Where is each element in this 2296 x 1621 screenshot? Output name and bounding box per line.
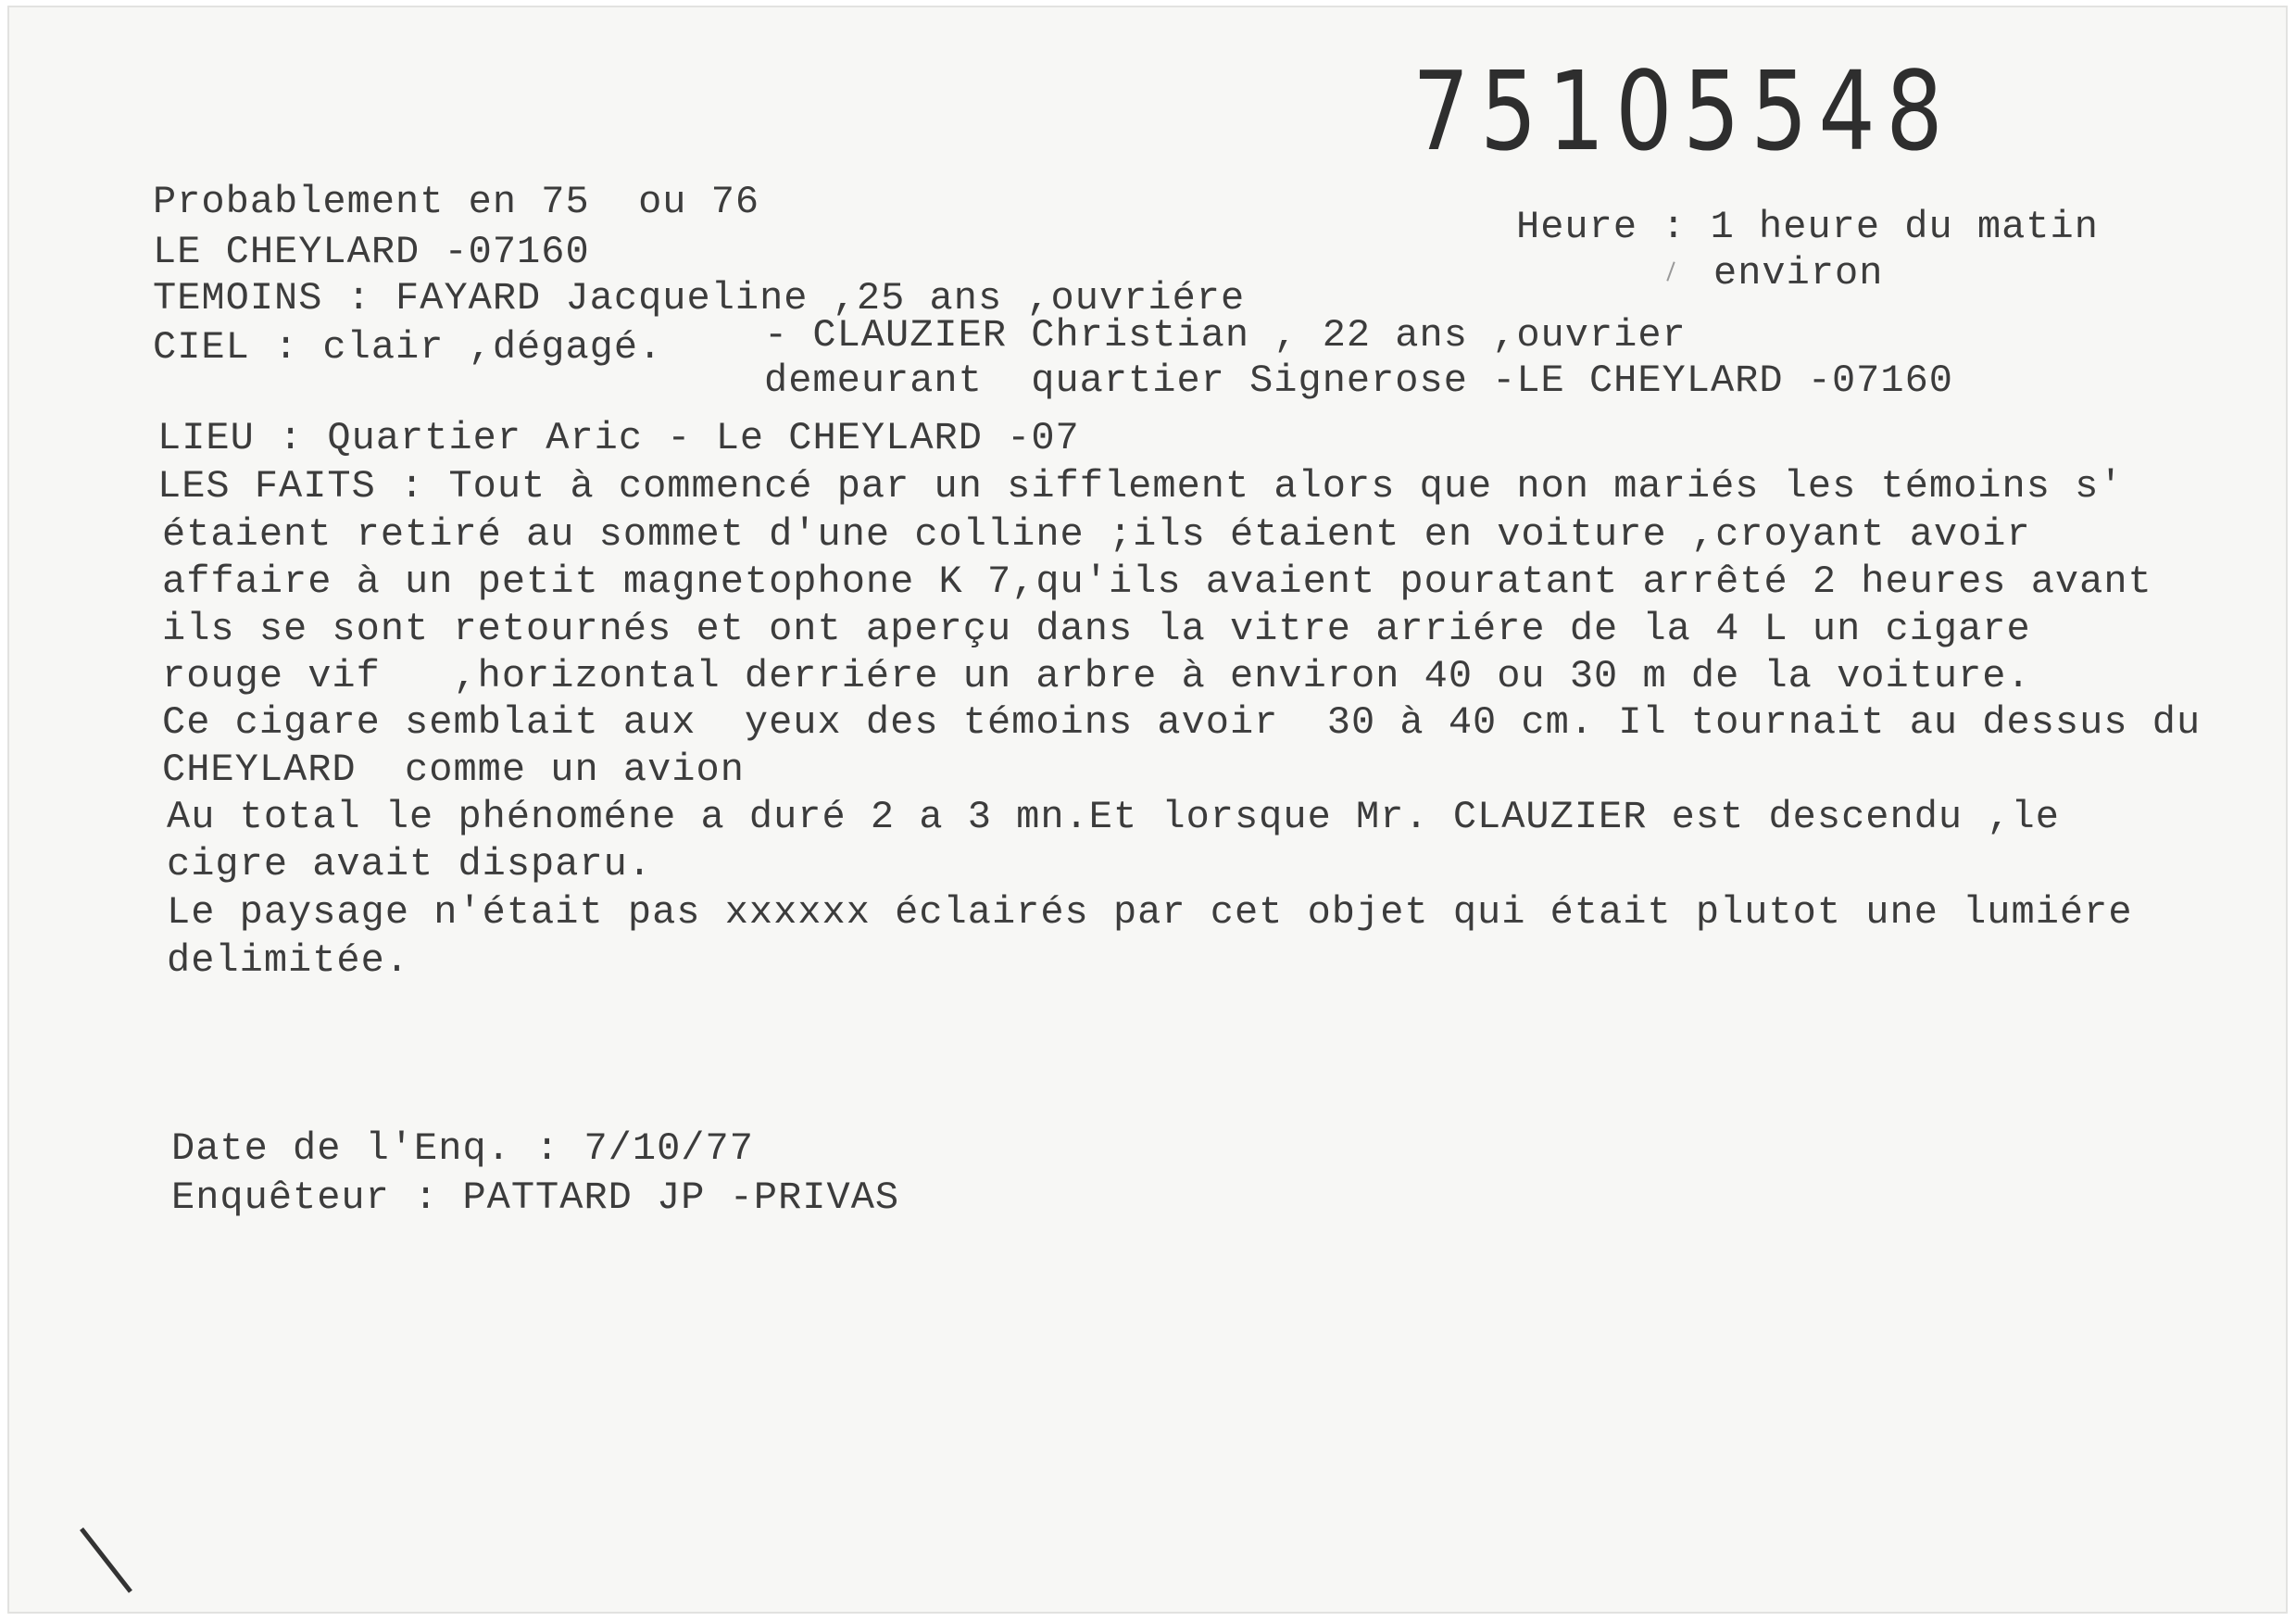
body-line-5: rouge vif ,horizontal derriére un arbre à environ 40 ou 30 m de la voiture. [162,654,2031,698]
date-line: Probablement en 75 ou 76 [153,180,760,224]
body-line-8: Au total le phénoméne a duré 2 a 3 mn.Et lorsque Mr. CLAUZIER est descendu ,le [167,795,2060,839]
time-line-approx: environ [1713,251,1884,295]
body-line-11: delimitée. [167,938,410,983]
body-line-9: cigre avait disparu. [167,842,653,886]
body-line-6: Ce cigare semblait aux yeux des témoins avoir 30 à 40 cm. Il tournait au dessus du [162,700,2202,745]
place-line: LE CHEYLARD -07160 [153,230,590,274]
time-line: Heure : 1 heure du matin [1516,205,2099,249]
reference-number: 75105548 [1412,47,1954,175]
body-line-3: affaire à un petit magnetophone K 7,qu'ils avaient pouratant arrêté 2 heures avant [162,559,2152,604]
sky-line: CIEL : clair ,dégagé. [153,325,663,370]
body-line-10: Le paysage n'était pas xxxxxx éclairés par cet objet qui était plutot une lumiére [167,890,2133,935]
residence-line: demeurant quartier Signerose -LE CHEYLARD -07160 [764,358,1954,403]
investigator: Enquêteur : PATTARD JP -PRIVAS [171,1175,900,1220]
witnesses-line: TEMOINS : FAYARD Jacqueline ,25 ans ,ouvriére [153,276,1246,320]
body-line-4: ils se sont retournés et ont aperçu dans la vitre arriére de la 4 L un cigare [162,607,2031,651]
body-line-2: étaient retiré au sommet d'une colline ;ils étaient en voiture ,croyant avoir [162,512,2031,557]
lieu-line: LIEU : Quartier Aric - Le CHEYLARD -07 [157,416,1080,460]
body-line-1: LES FAITS : Tout à commencé par un sifflement alors que non mariés les témoins s' [157,464,2124,509]
body-line-7: CHEYLARD comme un avion [162,748,745,792]
inquiry-date: Date de l'Enq. : 7/10/77 [171,1126,754,1171]
witness2-line: - CLAUZIER Christian , 22 ans ,ouvrier [764,313,1687,358]
